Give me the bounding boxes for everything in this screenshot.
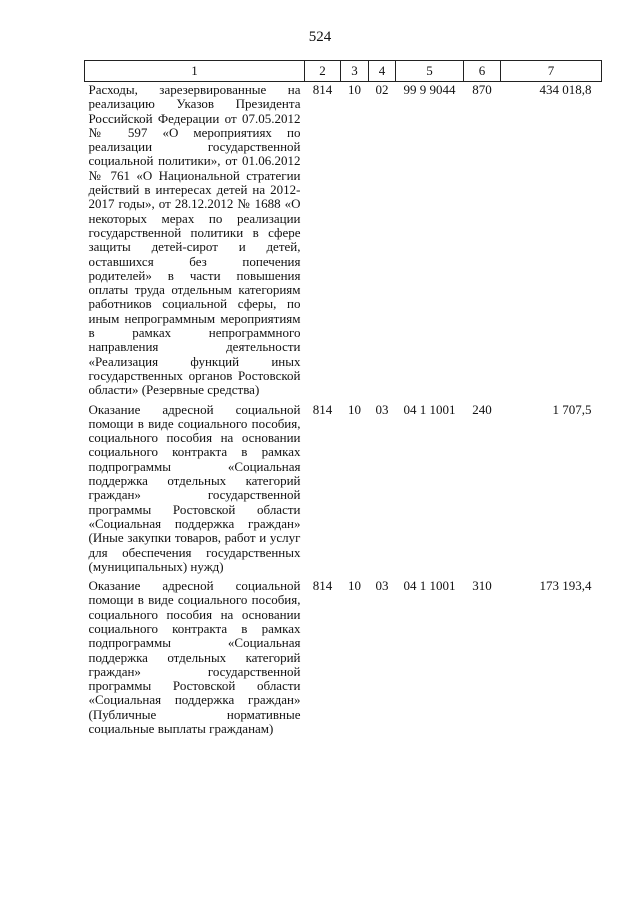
column-header-4: 4	[369, 61, 396, 82]
row-description: Расходы, зарезервированные на реализацию Указов Президента Российской Федерации от 07.05.2012 № 597 «О мероприятиях по реализации государственной социальной политики», от 01.06.2012 № 761 «О Национальной стратегии действий в интересах детей на 2012-2017 годы», от 28.12.2012 № 1688 «О некоторых мерах по реализации государственной политики в сфере защиты детей-сирот и детей, оставшихся без попечения родителей» в части повышения оплаты труда отдельным категориям работников социальной сферы, по иным непрограммным мероприятиям в рамках непрограммного направления деятельности «Реализация функций иных государственных органов Ростовской области» (Резервные средства)	[88, 82, 301, 398]
row-expense-type: 240	[472, 401, 492, 417]
column-header-1: 1	[85, 61, 305, 82]
row-description: Оказание адресной социальной помощи в виде социального пособия, социального пособия на основании социального контракта в рамках подпрограммы «Социальная поддержка отдельных категорий граждан» государственной программы Ростовской области «Социальная поддержка граждан» (Иные закупки товаров, работ и услуг для обеспечения государственных (муниципальных) нужд)	[88, 401, 301, 574]
row-ministry-code: 814	[312, 82, 333, 97]
table-row	[85, 402, 602, 579]
header-row	[85, 61, 602, 82]
column-header-7: 7	[501, 61, 602, 82]
table-row	[85, 578, 602, 740]
row-target-article: 04 1 1001	[403, 401, 456, 417]
row-subsection-code: 03	[375, 401, 389, 417]
page-number: 524	[308, 29, 332, 45]
column-header-2: 2	[305, 61, 341, 82]
row-amount: 434 018,8	[539, 82, 592, 97]
row-target-article: 04 1 1001	[403, 578, 456, 594]
row-ministry-code: 814	[312, 578, 333, 594]
row-section-code: 10	[348, 401, 361, 417]
budget-table	[84, 60, 602, 740]
row-subsection-code: 03	[375, 578, 389, 594]
row-target-article: 99 9 9044	[403, 82, 456, 97]
table-header	[85, 61, 602, 82]
table-row	[85, 82, 602, 402]
row-amount: 173 193,4	[539, 578, 592, 594]
row-expense-type: 310	[472, 578, 492, 594]
column-header-3: 3	[341, 61, 369, 82]
row-expense-type: 870	[472, 82, 492, 97]
column-header-6: 6	[464, 61, 501, 82]
table-body	[85, 82, 602, 741]
column-header-5: 5	[396, 61, 464, 82]
row-amount: 1 707,5	[552, 401, 592, 417]
row-description: Оказание адресной социальной помощи в виде социального пособия, социального пособия на основании социального контракта в рамках подпрограммы «Социальная поддержка отдельных категорий граждан» государственной программы Ростовской области «Социальная поддержка граждан» (Публичные нормативные социальные выплаты гражданам)	[88, 578, 301, 737]
row-section-code: 10	[348, 82, 361, 97]
row-section-code: 10	[348, 578, 361, 594]
row-subsection-code: 02	[375, 82, 389, 97]
row-ministry-code: 814	[312, 401, 333, 417]
